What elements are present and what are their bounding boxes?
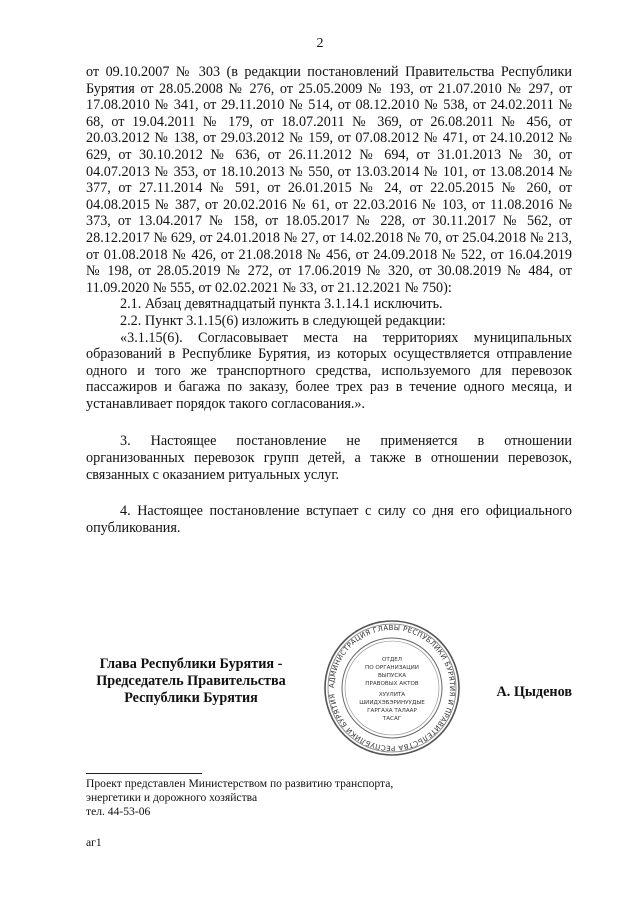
footer-line-2: энергетики и дорожного хозяйства [86,791,258,804]
svg-text:ПО ОРГАНИЗАЦИИ: ПО ОРГАНИЗАЦИИ [365,665,419,671]
document-code: аг1 [86,836,102,849]
svg-text:ВЫПУСКА: ВЫПУСКА [377,673,407,679]
footer-divider [86,773,202,774]
svg-text:АДМИНИСТРАЦИЯ ГЛАВЫ РЕСПУБЛИКИ: АДМИНИСТРАЦИЯ ГЛАВЫ РЕСПУБЛИКИ БУРЯТИЯ И ПРАВИТЕЛЬСТВА РЕСПУБЛИКИ БУРЯТИЯ [327,623,457,753]
signatory-title-line-1: Глава Республики Бурятия - [99,656,283,672]
svg-text:ОТДЕЛ: ОТДЕЛ [382,657,402,663]
paragraph-2-2: 2.2. Пункт 3.1.15(6) изложить в следующей редакции: [120,312,446,329]
document-body [86,64,572,536]
official-seal-icon [322,618,462,758]
svg-text:ГАРГАХА ТАЛААР: ГАРГАХА ТАЛААР [367,708,417,714]
paragraph-2-1: 2.1. Абзац девятнадцатый пункта 3.1.14.1 исключить. [120,296,443,313]
footer-line-1: Проект представлен Министерством по развитию транспорта, [86,777,394,790]
paragraph-amendments-list: от 09.10.2007 № 303 (в редакции постановлений Правительства Республики Бурятия от 28.05.2008 № 276, от 25.05.2009 № 193, от 21.07.2010 № 297, от 17.08.2010 № 341, от 29.11.2010 № 514, от 08.12.2010 № 538, от 24.02.2011 № 68, от 19.04.2011 № 179, от 18.07.2011 № 369, от 26.08.2011 № 456, от 20.03.2012 № 138, от 29.03.2012 № 159, от 07.08.2012 № 471, от 24.10.2012 № 629, от 30.10.2012 № 636, от 26.11.2012 № 694, от 31.01.2013 № 30, от 04.07.2013 № 353, от 18.10.2013 № 550, от 13.03.2014 № 101, от 13.08.2014 № 377, от 27.11.2014 № 591, от 26.01.2015 № 24, от 22.05.2015 № 260, от 04.08.2015 № 387, от 20.02.2016 № 61, от 22.03.2016 № 103, от 11.08.2016 № 373, от 13.04.2017 № 158, от 18.05.2017 № 228, от 30.11.2017 № 562, от 28.12.2017 № 629, от 24.01.2018 № 27, от 14.02.2018 № 70, от 25.04.2018 № 213, от 01.08.2018 № 426, от 21.08.2018 № 456, от 24.09.2018 № 522, от 16.04.2019 № 198, от 28.05.2019 № 272, от 17.06.2019 № 320, от 30.08.2019 № 484, от 11.09.2020 № 555, от 02.02.2021 № 33, от 21.12.2021 № 750): [86,64,572,296]
svg-text:ХУУЛИТА: ХУУЛИТА [378,692,406,698]
page-number: 2 [316,36,324,51]
paragraph-4: 4. Настоящее постановление вступает с силу со дня его официального опубликования. [86,503,572,536]
svg-text:ПРАВОВЫХ АКТОВ: ПРАВОВЫХ АКТОВ [365,681,419,687]
paragraph-3: 3. Настоящее постановление не применяется в отношении организованных перевозок групп детей, а также в отношении перевозок, связанных с оказанием ритуальных услуг. [86,433,572,483]
signatory-title-line-2: Председатель Правительства [96,673,286,689]
svg-text:ШИИДХЭБЭРИНУУДЫЕ: ШИИДХЭБЭРИНУУДЫЕ [359,700,425,706]
footer-note [86,777,393,819]
signatory-name: А. Цыденов [496,684,572,700]
signatory-title-line-3: Республики Бурятия [124,690,258,706]
footer-line-3: тел. 44-53-06 [86,805,151,818]
paragraph-new-wording: «3.1.15(6). Согласовывает места на территориях муниципальных образований в Республике Бурятия, из которых осуществляется отправление одного и того же транспортного средства, используемого для перевозок пассажиров и багажа по заказу, более трех раз в течение одного месяца, и устанавливает порядок такого согласования.». [86,329,572,412]
svg-text:ТАСАГ: ТАСАГ [382,716,402,722]
signatory-title [86,656,296,707]
